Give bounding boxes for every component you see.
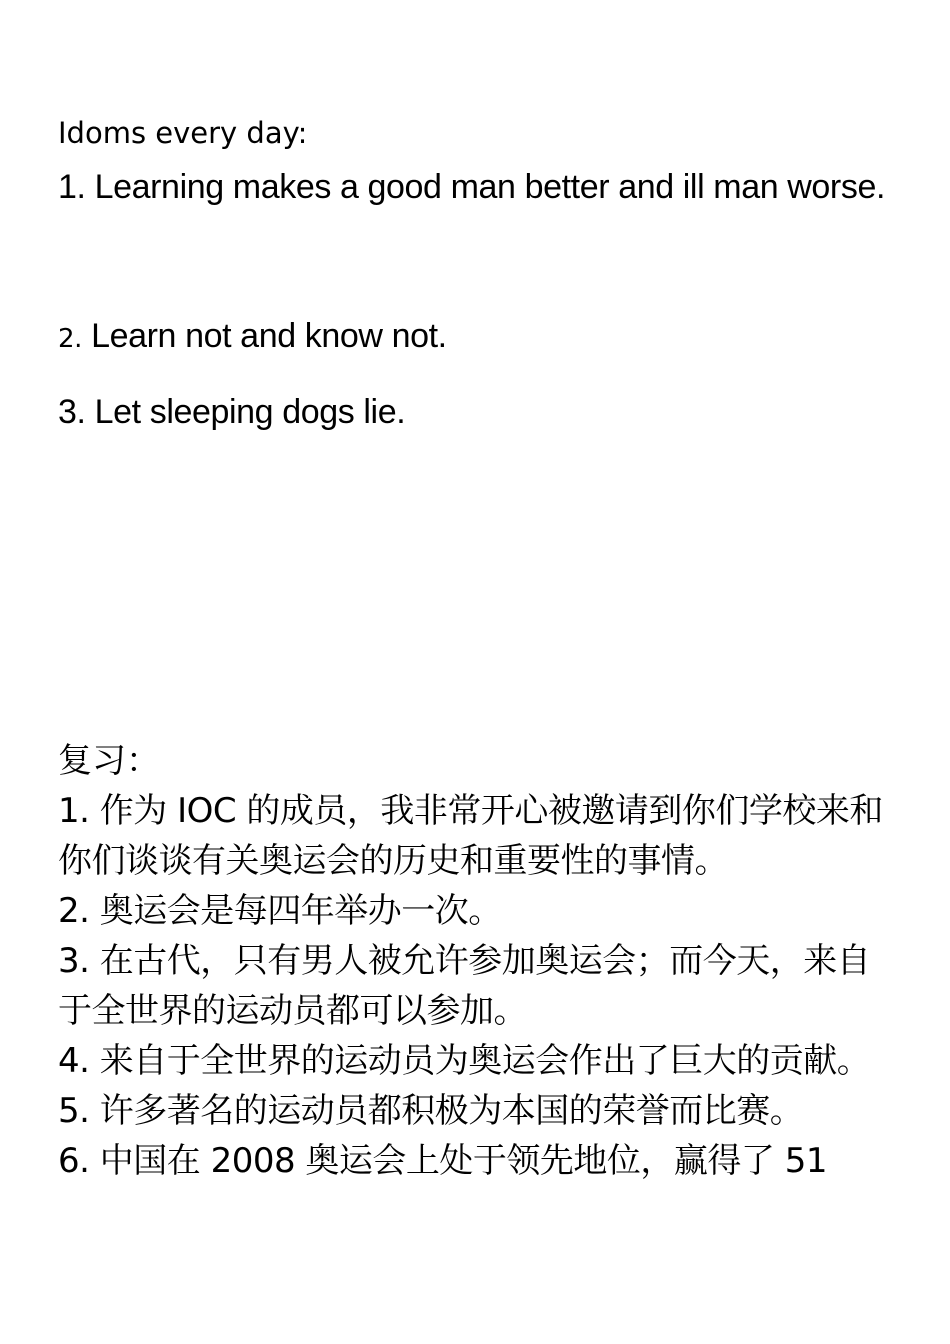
review-text: 许多著名的运动员都积极为本国的荣誉而比赛。 (99, 1091, 804, 1131)
idiom-text: Learning makes a good man better and ill man worse. (94, 168, 885, 206)
idiom-text: Let sleeping dogs lie. (94, 393, 406, 431)
review-item-2 (58, 886, 894, 936)
idiom-number: 1. (58, 168, 86, 206)
idiom-number: 3. (58, 393, 86, 431)
review-item-4 (58, 1036, 894, 1086)
review-number: 6. (58, 1141, 90, 1181)
review-text: 在古代，只有男人被允许参加奥运会；而今天，来自于全世界的运动员都可以参加。 (58, 941, 871, 1031)
review-list (58, 786, 894, 1186)
review-number: 1. (58, 791, 90, 831)
idiom-item-1 (58, 162, 908, 212)
review-text: 作为 IOC 的成员，我非常开心被邀请到你们学校来和你们谈谈有关奥运会的历史和重要性的事情。 (58, 791, 883, 881)
review-item-1 (58, 786, 894, 886)
review-item-6 (58, 1136, 894, 1186)
review-item-5 (58, 1086, 894, 1136)
idiom-item-3 (58, 387, 908, 437)
idiom-text: Learn not and know not. (91, 317, 447, 355)
review-number: 4. (58, 1041, 90, 1081)
review-text: 奥运会是每四年举办一次。 (99, 891, 502, 931)
intro-heading: Idoms every day: (58, 116, 308, 150)
idiom-number: 2. (58, 324, 83, 354)
idiom-item-2 (58, 311, 908, 364)
review-number: 5. (58, 1091, 90, 1131)
review-heading: 复习： (58, 741, 160, 781)
review-number: 3. (58, 941, 90, 981)
review-item-3 (58, 936, 894, 1036)
review-text: 来自于全世界的运动员为奥运会作出了巨大的贡献。 (99, 1041, 871, 1081)
review-number: 2. (58, 891, 90, 931)
review-text: 中国在 2008 奥运会上处于领先地位，赢得了 51 (99, 1141, 827, 1181)
